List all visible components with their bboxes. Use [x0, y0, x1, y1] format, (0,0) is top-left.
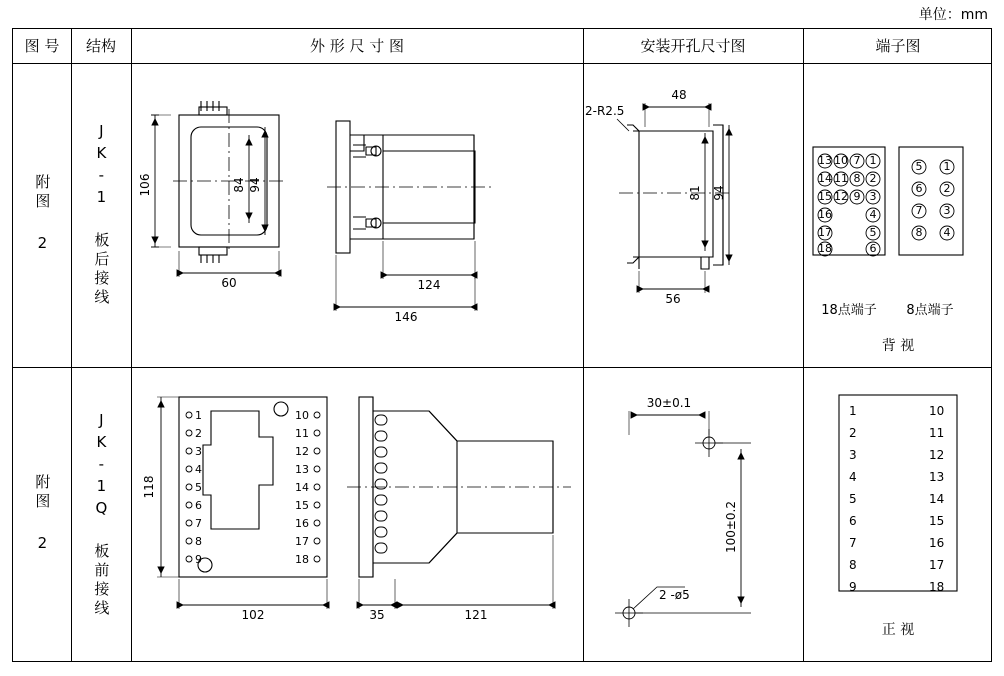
- svg-text:3: 3: [943, 204, 951, 217]
- row1-dim-48: 48: [671, 88, 687, 102]
- row1-mounting-drawing: [583, 63, 803, 367]
- svg-text:15: 15: [295, 499, 309, 512]
- svg-text:7: 7: [849, 536, 857, 550]
- row1-dim-81: 81: [688, 185, 702, 201]
- svg-text:7: 7: [195, 517, 202, 530]
- row1-dim-56: 56: [665, 292, 681, 306]
- svg-text:2: 2: [849, 426, 857, 440]
- row1-outline-drawing: [131, 63, 583, 367]
- svg-text:6: 6: [869, 242, 877, 255]
- row2-fig-no: [13, 367, 71, 663]
- row2-terminal-view-label: 正 视: [881, 622, 915, 638]
- svg-text:3: 3: [195, 445, 202, 458]
- svg-text:4: 4: [869, 208, 877, 221]
- svg-text:9: 9: [853, 190, 861, 203]
- row1-dim-94: 94: [248, 177, 262, 193]
- row2-outline-drawing: [131, 367, 583, 663]
- header-fig-no: 图 号: [24, 37, 60, 55]
- row1-dim-r25: 2-R2.5: [585, 104, 625, 118]
- svg-text:10: 10: [929, 404, 945, 418]
- row1-dim-146: 146: [394, 310, 418, 324]
- svg-text:17: 17: [295, 535, 309, 548]
- row2-dim-118: 118: [142, 475, 156, 499]
- row1-structure: [71, 63, 131, 367]
- svg-text:5: 5: [915, 160, 923, 173]
- row1-fig-no: [13, 63, 71, 367]
- row1-terminal-diagram: [803, 63, 993, 367]
- row1-dim-60: 60: [221, 276, 237, 290]
- svg-text:1: 1: [869, 154, 877, 167]
- svg-text:2: 2: [869, 172, 877, 185]
- svg-text:2: 2: [195, 427, 202, 440]
- row1-structure-text: JK-1 板后接线: [92, 122, 111, 308]
- header-structure: 结构: [85, 37, 116, 55]
- row2-mounting-drawing: [583, 367, 803, 663]
- svg-text:1: 1: [849, 404, 857, 418]
- svg-text:4: 4: [195, 463, 202, 476]
- svg-text:5: 5: [869, 226, 877, 239]
- svg-text:14: 14: [929, 492, 945, 506]
- svg-text:8: 8: [849, 558, 857, 572]
- svg-text:13: 13: [295, 463, 309, 476]
- row1-terminal-left-title: 18点端子: [821, 303, 877, 318]
- row2-dim-102: 102: [241, 608, 265, 622]
- row1-terminal-view-label: 背 视: [881, 338, 915, 354]
- row1-dim-106: 106: [138, 173, 152, 197]
- row1-terminal-right-title: 8点端子: [906, 303, 954, 318]
- svg-text:18: 18: [295, 553, 309, 566]
- svg-text:1: 1: [943, 160, 951, 173]
- svg-text:17: 17: [818, 226, 832, 239]
- svg-text:15: 15: [818, 190, 832, 203]
- svg-text:15: 15: [929, 514, 945, 528]
- svg-text:12: 12: [295, 445, 309, 458]
- header-mounting: 安装开孔尺寸图: [640, 37, 746, 55]
- svg-text:11: 11: [295, 427, 309, 440]
- svg-text:3: 3: [869, 190, 877, 203]
- svg-text:17: 17: [929, 558, 945, 572]
- svg-text:18: 18: [929, 580, 945, 594]
- row1-dim-124: 124: [417, 278, 441, 292]
- row2-dim-100: 100±0.2: [724, 500, 738, 554]
- svg-text:7: 7: [853, 154, 861, 167]
- header-terminal: 端子图: [875, 37, 921, 55]
- svg-text:6: 6: [915, 182, 923, 195]
- svg-text:6: 6: [195, 499, 202, 512]
- svg-text:16: 16: [929, 536, 945, 550]
- svg-text:8: 8: [195, 535, 202, 548]
- svg-text:4: 4: [943, 226, 951, 239]
- row2-dim-35: 35: [369, 608, 385, 622]
- svg-text:4: 4: [849, 470, 857, 484]
- row2-structure-text: JK-1Q 板前接线: [92, 411, 111, 619]
- row1-dim-94b: 94: [712, 185, 726, 201]
- svg-text:10: 10: [295, 409, 309, 422]
- svg-text:5: 5: [849, 492, 857, 506]
- row2-fig-no-text: 附图 2: [33, 474, 52, 556]
- svg-text:7: 7: [915, 204, 923, 217]
- svg-text:12: 12: [929, 448, 945, 462]
- row2-dim-121: 121: [464, 608, 488, 622]
- svg-text:14: 14: [818, 172, 832, 185]
- header-outline: 外 形 尺 寸 图: [309, 37, 405, 55]
- svg-text:16: 16: [295, 517, 309, 530]
- row2-dim-hole: 2 -ø5: [659, 588, 690, 602]
- svg-text:11: 11: [929, 426, 945, 440]
- row2-dim-30: 30±0.1: [646, 396, 692, 410]
- svg-text:5: 5: [195, 481, 202, 494]
- svg-text:12: 12: [834, 190, 848, 203]
- svg-text:9: 9: [195, 553, 202, 566]
- svg-text:11: 11: [834, 172, 848, 185]
- unit-note: 单位：mm: [918, 7, 988, 23]
- svg-text:8: 8: [853, 172, 861, 185]
- svg-text:18: 18: [818, 242, 832, 255]
- row1-dim-84: 84: [232, 177, 246, 193]
- row2-structure: [71, 367, 131, 663]
- svg-text:3: 3: [849, 448, 857, 462]
- svg-text:9: 9: [849, 580, 857, 594]
- svg-text:2: 2: [943, 182, 951, 195]
- svg-text:6: 6: [849, 514, 857, 528]
- svg-text:13: 13: [929, 470, 945, 484]
- svg-text:8: 8: [915, 226, 923, 239]
- svg-text:14: 14: [295, 481, 309, 494]
- svg-text:13: 13: [818, 154, 832, 167]
- svg-text:16: 16: [818, 208, 832, 221]
- svg-text:1: 1: [195, 409, 202, 422]
- row1-fig-no-text: 附图 2: [33, 174, 52, 256]
- spec-table: [12, 28, 992, 662]
- svg-text:10: 10: [834, 154, 848, 167]
